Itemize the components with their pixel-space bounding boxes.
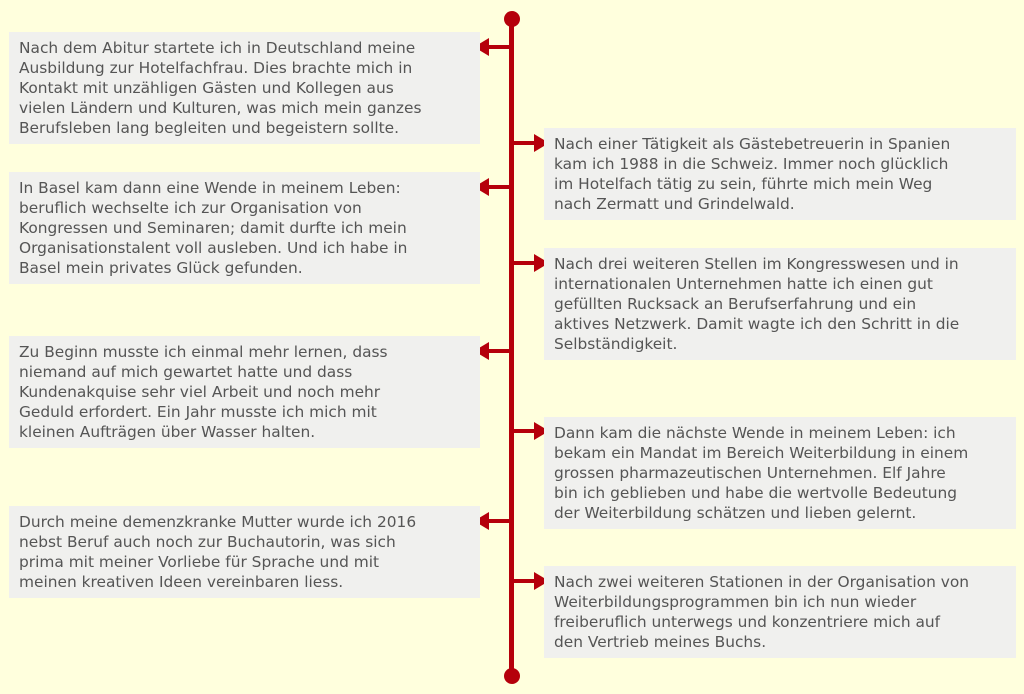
entry-text-line: den Vertrieb meines Buchs. bbox=[554, 633, 767, 651]
timeline-entry bbox=[544, 566, 1016, 658]
entry-text-line: Basel mein privates Glück gefunden. bbox=[19, 259, 303, 277]
timeline-entry bbox=[544, 417, 1016, 529]
entry-text-line: beruflich wechselte ich zur Organisation von bbox=[19, 199, 362, 217]
entry-text-line: im Hotelfach tätig zu sein, führte mich mein Weg bbox=[554, 175, 933, 193]
entry-text-line: Zu Beginn musste ich einmal mehr lernen, dass bbox=[19, 343, 388, 361]
entry-text-line: der Weiterbildung schätzen und lieben gelernt. bbox=[554, 504, 917, 522]
entry-text-line: prima mit meiner Vorliebe für Sprache und mit bbox=[19, 553, 380, 571]
entry-text-line: vielen Ländern und Kulturen, was mich mein ganzes bbox=[19, 99, 422, 117]
entry-text-line: Dann kam die nächste Wende in meinem Leben: ich bbox=[554, 424, 956, 442]
timeline-entry bbox=[544, 128, 1016, 220]
timeline-entry bbox=[544, 248, 1016, 360]
entry-text-line: Weiterbildungsprogrammen bin ich nun wieder bbox=[554, 593, 917, 611]
entry-text-line: Kongressen und Seminaren; damit durfte ich mein bbox=[19, 219, 407, 237]
entry-text-line: nach Zermatt und Grindelwald. bbox=[554, 195, 795, 213]
entry-text-line: meinen kreativen Ideen vereinbaren liess. bbox=[19, 573, 344, 591]
timeline-entry bbox=[9, 336, 480, 448]
entry-text-line: kleinen Aufträgen über Wasser halten. bbox=[19, 423, 316, 441]
entry-text-line: bin ich geblieben und habe die wertvolle Bedeutung bbox=[554, 484, 958, 502]
timeline-end-dot bbox=[504, 668, 520, 684]
entry-text-line: Ausbildung zur Hotelfachfrau. Dies brachte mich in bbox=[19, 59, 413, 77]
timeline-entry bbox=[9, 32, 480, 144]
entry-text-line: freiberuflich unterwegs und konzentriere mich auf bbox=[554, 613, 941, 631]
entry-text-line: bekam ein Mandat im Bereich Weiterbildung in einem bbox=[554, 444, 969, 462]
entry-text-line: nebst Beruf auch noch zur Buchautorin, was sich bbox=[19, 533, 396, 551]
entry-text-line: Selbständigkeit. bbox=[554, 335, 678, 353]
entry-text-line: Berufsleben lang begleiten und begeistern sollte. bbox=[19, 119, 400, 137]
entry-text-line: internationalen Unternehmen hatte ich einen gut bbox=[554, 275, 933, 293]
entry-text-line: Nach drei weiteren Stellen im Kongresswesen und in bbox=[554, 255, 959, 273]
entry-text-line: grossen pharmazeutischen Unternehmen. Elf Jahre bbox=[554, 464, 946, 482]
timeline-entry bbox=[9, 172, 480, 284]
timeline-entry bbox=[9, 506, 480, 598]
entry-text-line: Organisationstalent voll ausleben. Und ich habe in bbox=[19, 239, 408, 257]
timeline-start-dot bbox=[504, 11, 520, 27]
entry-text-line: Nach dem Abitur startete ich in Deutschland meine bbox=[19, 39, 416, 57]
entry-text-line: In Basel kam dann eine Wende in meinem Leben: bbox=[19, 179, 401, 197]
entry-text-line: Nach einer Tätigkeit als Gästebetreuerin in Spanien bbox=[554, 135, 951, 153]
entry-text-line: Kontakt mit unzähligen Gästen und Kollegen aus bbox=[19, 79, 394, 97]
entry-text-line: niemand auf mich gewartet hatte und dass bbox=[19, 363, 353, 381]
entry-text-line: aktives Netzwerk. Damit wagte ich den Schritt in die bbox=[554, 315, 960, 333]
entry-text-line: kam ich 1988 in die Schweiz. Immer noch glücklich bbox=[554, 155, 949, 173]
entry-text-line: gefüllten Rucksack an Berufserfahrung und ein bbox=[554, 295, 917, 313]
entry-text-line: Kundenakquise sehr viel Arbeit und noch mehr bbox=[19, 383, 381, 401]
entry-text-line: Durch meine demenzkranke Mutter wurde ich 2016 bbox=[19, 513, 417, 531]
entry-text-line: Nach zwei weiteren Stationen in der Organisation von bbox=[554, 573, 970, 591]
entry-text-line: Geduld erfordert. Ein Jahr musste ich mich mit bbox=[19, 403, 377, 421]
